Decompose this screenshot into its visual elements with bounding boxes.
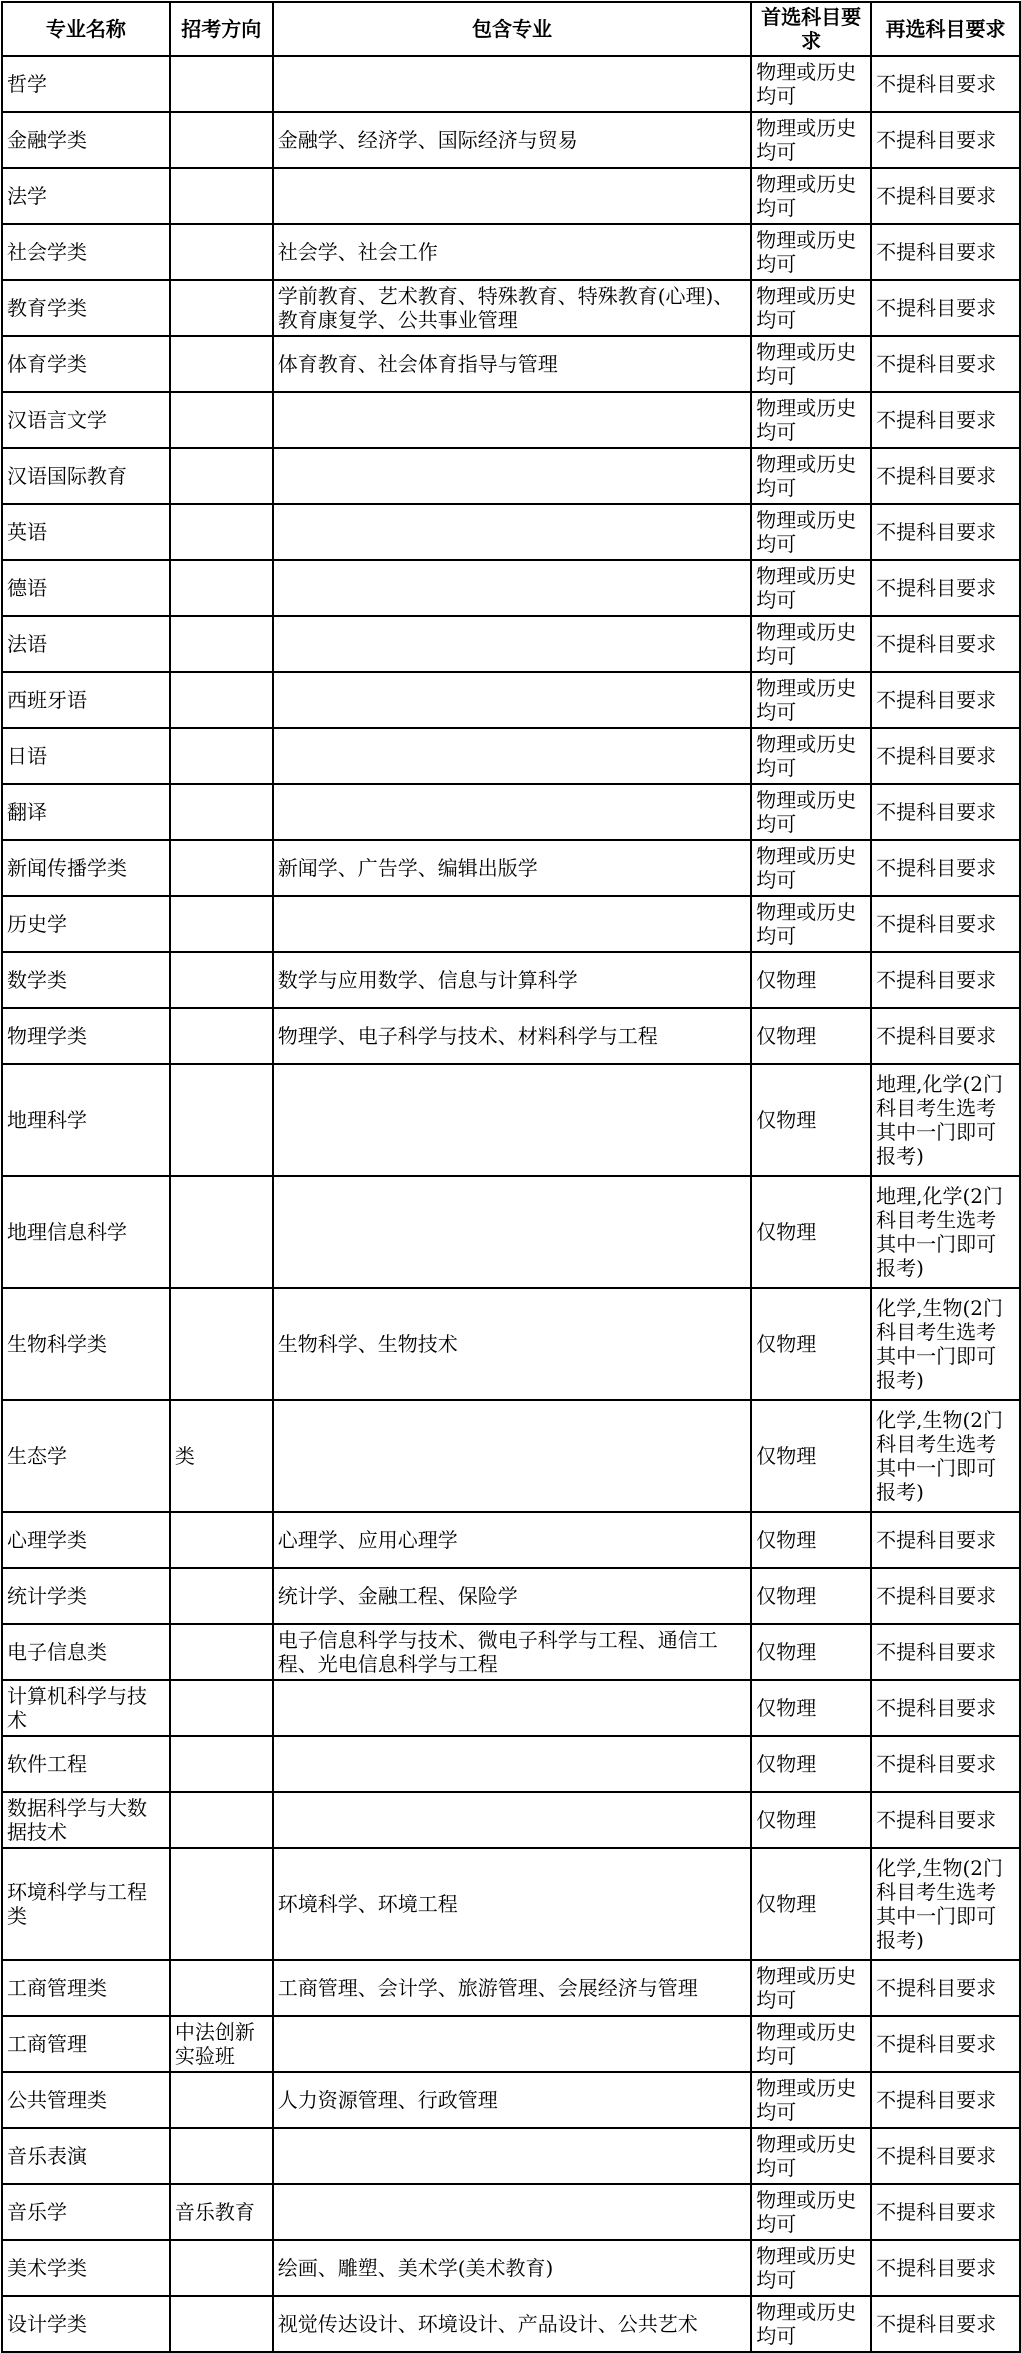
- table-row: [2, 2184, 1020, 2240]
- cell-first-subject: 物理或历史均可: [751, 560, 871, 616]
- cell-included-majors: [273, 1736, 751, 1792]
- table-row: [2, 2296, 1020, 2352]
- cell-direction: [170, 2128, 273, 2184]
- cell-major-name: 环境科学与工程类: [2, 1848, 170, 1960]
- cell-included-majors: 统计学、金融工程、保险学: [273, 1568, 751, 1624]
- cell-first-subject: 仅物理: [751, 1176, 871, 1288]
- cell-second-subject: 不提科目要求: [871, 896, 1020, 952]
- cell-included-majors: [273, 2184, 751, 2240]
- table-row: [2, 1680, 1020, 1736]
- table-row: [2, 392, 1020, 448]
- cell-major-name: 汉语国际教育: [2, 448, 170, 504]
- cell-second-subject: 不提科目要求: [871, 392, 1020, 448]
- cell-included-majors: 物理学、电子科学与技术、材料科学与工程: [273, 1008, 751, 1064]
- cell-included-majors: [273, 1680, 751, 1736]
- cell-first-subject: 物理或历史均可: [751, 504, 871, 560]
- cell-major-name: 地理信息科学: [2, 1176, 170, 1288]
- cell-major-name: 软件工程: [2, 1736, 170, 1792]
- table-row: [2, 616, 1020, 672]
- cell-second-subject: 不提科目要求: [871, 448, 1020, 504]
- cell-major-name: 数学类: [2, 952, 170, 1008]
- cell-first-subject: 物理或历史均可: [751, 672, 871, 728]
- cell-major-name: 德语: [2, 560, 170, 616]
- cell-first-subject: 物理或历史均可: [751, 2128, 871, 2184]
- cell-major-name: 汉语言文学: [2, 392, 170, 448]
- cell-direction: [170, 896, 273, 952]
- cell-included-majors: 生物科学、生物技术: [273, 1288, 751, 1400]
- cell-direction: [170, 1680, 273, 1736]
- cell-second-subject: 不提科目要求: [871, 504, 1020, 560]
- cell-first-subject: 物理或历史均可: [751, 784, 871, 840]
- cell-second-subject: 不提科目要求: [871, 336, 1020, 392]
- cell-second-subject: 不提科目要求: [871, 1624, 1020, 1680]
- header-second-subject: 再选科目要求: [871, 2, 1020, 56]
- cell-major-name: 计算机科学与技术: [2, 1680, 170, 1736]
- cell-second-subject: 不提科目要求: [871, 280, 1020, 336]
- cell-first-subject: 仅物理: [751, 1680, 871, 1736]
- cell-first-subject: 物理或历史均可: [751, 280, 871, 336]
- cell-direction: [170, 2296, 273, 2352]
- cell-first-subject: 物理或历史均可: [751, 2296, 871, 2352]
- cell-included-majors: [273, 448, 751, 504]
- cell-direction: [170, 728, 273, 784]
- cell-direction: [170, 672, 273, 728]
- cell-second-subject: 不提科目要求: [871, 1568, 1020, 1624]
- cell-direction: [170, 952, 273, 1008]
- table-row: [2, 2128, 1020, 2184]
- cell-second-subject: 化学,生物(2门科目考生选考其中一门即可报考): [871, 1848, 1020, 1960]
- cell-included-majors: [273, 560, 751, 616]
- cell-second-subject: 不提科目要求: [871, 2296, 1020, 2352]
- cell-first-subject: 物理或历史均可: [751, 2072, 871, 2128]
- cell-first-subject: 物理或历史均可: [751, 336, 871, 392]
- cell-direction: [170, 1792, 273, 1848]
- cell-included-majors: [273, 1064, 751, 1176]
- table-row: [2, 2072, 1020, 2128]
- cell-included-majors: 心理学、应用心理学: [273, 1512, 751, 1568]
- cell-major-name: 音乐表演: [2, 2128, 170, 2184]
- cell-second-subject: 不提科目要求: [871, 952, 1020, 1008]
- table-row: [2, 784, 1020, 840]
- cell-first-subject: 物理或历史均可: [751, 616, 871, 672]
- cell-major-name: 社会学类: [2, 224, 170, 280]
- cell-second-subject: 不提科目要求: [871, 616, 1020, 672]
- cell-direction: [170, 1176, 273, 1288]
- cell-second-subject: 不提科目要求: [871, 560, 1020, 616]
- cell-direction: 音乐教育: [170, 2184, 273, 2240]
- cell-first-subject: 仅物理: [751, 1008, 871, 1064]
- cell-second-subject: 不提科目要求: [871, 1792, 1020, 1848]
- admission-requirements-table: [1, 1, 1021, 2353]
- cell-first-subject: 物理或历史均可: [751, 448, 871, 504]
- cell-first-subject: 物理或历史均可: [751, 2184, 871, 2240]
- table-row: [2, 1400, 1020, 1512]
- cell-first-subject: 仅物理: [751, 1792, 871, 1848]
- cell-direction: [170, 1960, 273, 2016]
- cell-included-majors: [273, 728, 751, 784]
- cell-major-name: 新闻传播学类: [2, 840, 170, 896]
- cell-included-majors: 视觉传达设计、环境设计、产品设计、公共艺术: [273, 2296, 751, 2352]
- cell-included-majors: 人力资源管理、行政管理: [273, 2072, 751, 2128]
- cell-first-subject: 物理或历史均可: [751, 56, 871, 112]
- table-row: [2, 280, 1020, 336]
- cell-major-name: 工商管理: [2, 2016, 170, 2072]
- cell-direction: [170, 840, 273, 896]
- table-row: [2, 2016, 1020, 2072]
- cell-second-subject: 不提科目要求: [871, 672, 1020, 728]
- cell-included-majors: 绘画、雕塑、美术学(美术教育): [273, 2240, 751, 2296]
- table-row: [2, 224, 1020, 280]
- cell-second-subject: 不提科目要求: [871, 1008, 1020, 1064]
- cell-second-subject: 不提科目要求: [871, 112, 1020, 168]
- cell-major-name: 法学: [2, 168, 170, 224]
- cell-included-majors: [273, 2016, 751, 2072]
- cell-major-name: 日语: [2, 728, 170, 784]
- table-row: [2, 1792, 1020, 1848]
- cell-first-subject: 物理或历史均可: [751, 728, 871, 784]
- cell-direction: [170, 56, 273, 112]
- cell-included-majors: [273, 168, 751, 224]
- cell-included-majors: 环境科学、环境工程: [273, 1848, 751, 1960]
- table-row: [2, 1176, 1020, 1288]
- cell-direction: [170, 504, 273, 560]
- cell-second-subject: 化学,生物(2门科目考生选考其中一门即可报考): [871, 1288, 1020, 1400]
- table-row: [2, 1288, 1020, 1400]
- cell-first-subject: 物理或历史均可: [751, 392, 871, 448]
- cell-second-subject: 不提科目要求: [871, 2128, 1020, 2184]
- cell-second-subject: 不提科目要求: [871, 1680, 1020, 1736]
- cell-second-subject: 地理,化学(2门科目考生选考其中一门即可报考): [871, 1176, 1020, 1288]
- cell-major-name: 设计学类: [2, 2296, 170, 2352]
- cell-major-name: 工商管理类: [2, 1960, 170, 2016]
- cell-major-name: 法语: [2, 616, 170, 672]
- cell-direction: [170, 1512, 273, 1568]
- cell-direction: [170, 2240, 273, 2296]
- cell-included-majors: [273, 56, 751, 112]
- cell-direction: [170, 112, 273, 168]
- cell-included-majors: [273, 896, 751, 952]
- cell-first-subject: 仅物理: [751, 952, 871, 1008]
- cell-first-subject: 物理或历史均可: [751, 112, 871, 168]
- cell-major-name: 心理学类: [2, 1512, 170, 1568]
- cell-first-subject: 仅物理: [751, 1736, 871, 1792]
- cell-major-name: 统计学类: [2, 1568, 170, 1624]
- cell-included-majors: 电子信息科学与技术、微电子科学与工程、通信工程、光电信息科学与工程: [273, 1624, 751, 1680]
- table-body: [2, 56, 1020, 2352]
- cell-direction: 类: [170, 1400, 273, 1512]
- cell-included-majors: [273, 504, 751, 560]
- cell-second-subject: 不提科目要求: [871, 1512, 1020, 1568]
- cell-included-majors: 金融学、经济学、国际经济与贸易: [273, 112, 751, 168]
- table-row: [2, 336, 1020, 392]
- cell-major-name: 金融学类: [2, 112, 170, 168]
- cell-included-majors: 社会学、社会工作: [273, 224, 751, 280]
- cell-second-subject: 不提科目要求: [871, 2072, 1020, 2128]
- cell-major-name: 物理学类: [2, 1008, 170, 1064]
- cell-first-subject: 物理或历史均可: [751, 168, 871, 224]
- cell-direction: [170, 1064, 273, 1176]
- cell-included-majors: [273, 392, 751, 448]
- cell-first-subject: 仅物理: [751, 1288, 871, 1400]
- cell-major-name: 西班牙语: [2, 672, 170, 728]
- cell-direction: [170, 280, 273, 336]
- cell-second-subject: 不提科目要求: [871, 2016, 1020, 2072]
- cell-first-subject: 仅物理: [751, 1400, 871, 1512]
- cell-direction: [170, 336, 273, 392]
- table-row: [2, 448, 1020, 504]
- cell-second-subject: 不提科目要求: [871, 2184, 1020, 2240]
- cell-included-majors: 体育教育、社会体育指导与管理: [273, 336, 751, 392]
- cell-included-majors: [273, 2128, 751, 2184]
- cell-direction: [170, 1848, 273, 1960]
- cell-first-subject: 物理或历史均可: [751, 896, 871, 952]
- cell-included-majors: [273, 616, 751, 672]
- cell-first-subject: 仅物理: [751, 1064, 871, 1176]
- cell-major-name: 数据科学与大数据技术: [2, 1792, 170, 1848]
- header-included-majors: 包含专业: [273, 2, 751, 56]
- table-row: [2, 168, 1020, 224]
- cell-second-subject: 不提科目要求: [871, 56, 1020, 112]
- table-row: [2, 2240, 1020, 2296]
- cell-direction: [170, 616, 273, 672]
- cell-included-majors: [273, 1400, 751, 1512]
- cell-second-subject: 不提科目要求: [871, 1960, 1020, 2016]
- cell-major-name: 历史学: [2, 896, 170, 952]
- table-row: [2, 1960, 1020, 2016]
- header-direction: 招考方向: [170, 2, 273, 56]
- table-row: [2, 504, 1020, 560]
- cell-second-subject: 不提科目要求: [871, 1736, 1020, 1792]
- cell-first-subject: 仅物理: [751, 1624, 871, 1680]
- cell-second-subject: 不提科目要求: [871, 840, 1020, 896]
- table-row: [2, 112, 1020, 168]
- cell-first-subject: 物理或历史均可: [751, 2240, 871, 2296]
- cell-major-name: 教育学类: [2, 280, 170, 336]
- cell-included-majors: [273, 672, 751, 728]
- table-row: [2, 1064, 1020, 1176]
- cell-first-subject: 仅物理: [751, 1512, 871, 1568]
- cell-first-subject: 物理或历史均可: [751, 224, 871, 280]
- table-row: [2, 1624, 1020, 1680]
- table-header-row: [2, 2, 1020, 56]
- cell-major-name: 美术学类: [2, 2240, 170, 2296]
- table-row: [2, 952, 1020, 1008]
- cell-first-subject: 物理或历史均可: [751, 2016, 871, 2072]
- cell-major-name: 体育学类: [2, 336, 170, 392]
- cell-included-majors: [273, 784, 751, 840]
- cell-included-majors: 工商管理、会计学、旅游管理、会展经济与管理: [273, 1960, 751, 2016]
- cell-second-subject: 不提科目要求: [871, 728, 1020, 784]
- cell-direction: [170, 392, 273, 448]
- cell-direction: [170, 560, 273, 616]
- cell-direction: [170, 224, 273, 280]
- cell-second-subject: 不提科目要求: [871, 2240, 1020, 2296]
- cell-second-subject: 不提科目要求: [871, 224, 1020, 280]
- table-row: [2, 896, 1020, 952]
- table-row: [2, 1568, 1020, 1624]
- table-row: [2, 728, 1020, 784]
- cell-included-majors: 数学与应用数学、信息与计算科学: [273, 952, 751, 1008]
- cell-included-majors: 新闻学、广告学、编辑出版学: [273, 840, 751, 896]
- cell-direction: 中法创新实验班: [170, 2016, 273, 2072]
- table-row: [2, 1008, 1020, 1064]
- cell-direction: [170, 2072, 273, 2128]
- cell-included-majors: [273, 1176, 751, 1288]
- cell-direction: [170, 168, 273, 224]
- cell-direction: [170, 1736, 273, 1792]
- cell-first-subject: 仅物理: [751, 1568, 871, 1624]
- cell-major-name: 翻译: [2, 784, 170, 840]
- table-row: [2, 840, 1020, 896]
- cell-major-name: 音乐学: [2, 2184, 170, 2240]
- cell-direction: [170, 784, 273, 840]
- table-row: [2, 560, 1020, 616]
- cell-major-name: 生物科学类: [2, 1288, 170, 1400]
- table-row: [2, 1848, 1020, 1960]
- cell-first-subject: 物理或历史均可: [751, 1960, 871, 2016]
- cell-first-subject: 物理或历史均可: [751, 840, 871, 896]
- header-first-subject: 首选科目要求: [751, 2, 871, 56]
- cell-major-name: 生态学: [2, 1400, 170, 1512]
- cell-first-subject: 仅物理: [751, 1848, 871, 1960]
- header-major-name: 专业名称: [2, 2, 170, 56]
- cell-direction: [170, 1624, 273, 1680]
- cell-included-majors: [273, 1792, 751, 1848]
- table-row: [2, 1512, 1020, 1568]
- cell-direction: [170, 1568, 273, 1624]
- cell-major-name: 英语: [2, 504, 170, 560]
- cell-included-majors: 学前教育、艺术教育、特殊教育、特殊教育(心理)、教育康复学、公共事业管理: [273, 280, 751, 336]
- cell-direction: [170, 448, 273, 504]
- cell-second-subject: 化学,生物(2门科目考生选考其中一门即可报考): [871, 1400, 1020, 1512]
- cell-major-name: 公共管理类: [2, 2072, 170, 2128]
- cell-major-name: 地理科学: [2, 1064, 170, 1176]
- cell-direction: [170, 1008, 273, 1064]
- cell-second-subject: 不提科目要求: [871, 168, 1020, 224]
- cell-major-name: 电子信息类: [2, 1624, 170, 1680]
- table-row: [2, 56, 1020, 112]
- cell-second-subject: 不提科目要求: [871, 784, 1020, 840]
- cell-major-name: 哲学: [2, 56, 170, 112]
- table-row: [2, 672, 1020, 728]
- table-row: [2, 1736, 1020, 1792]
- cell-direction: [170, 1288, 273, 1400]
- cell-second-subject: 地理,化学(2门科目考生选考其中一门即可报考): [871, 1064, 1020, 1176]
